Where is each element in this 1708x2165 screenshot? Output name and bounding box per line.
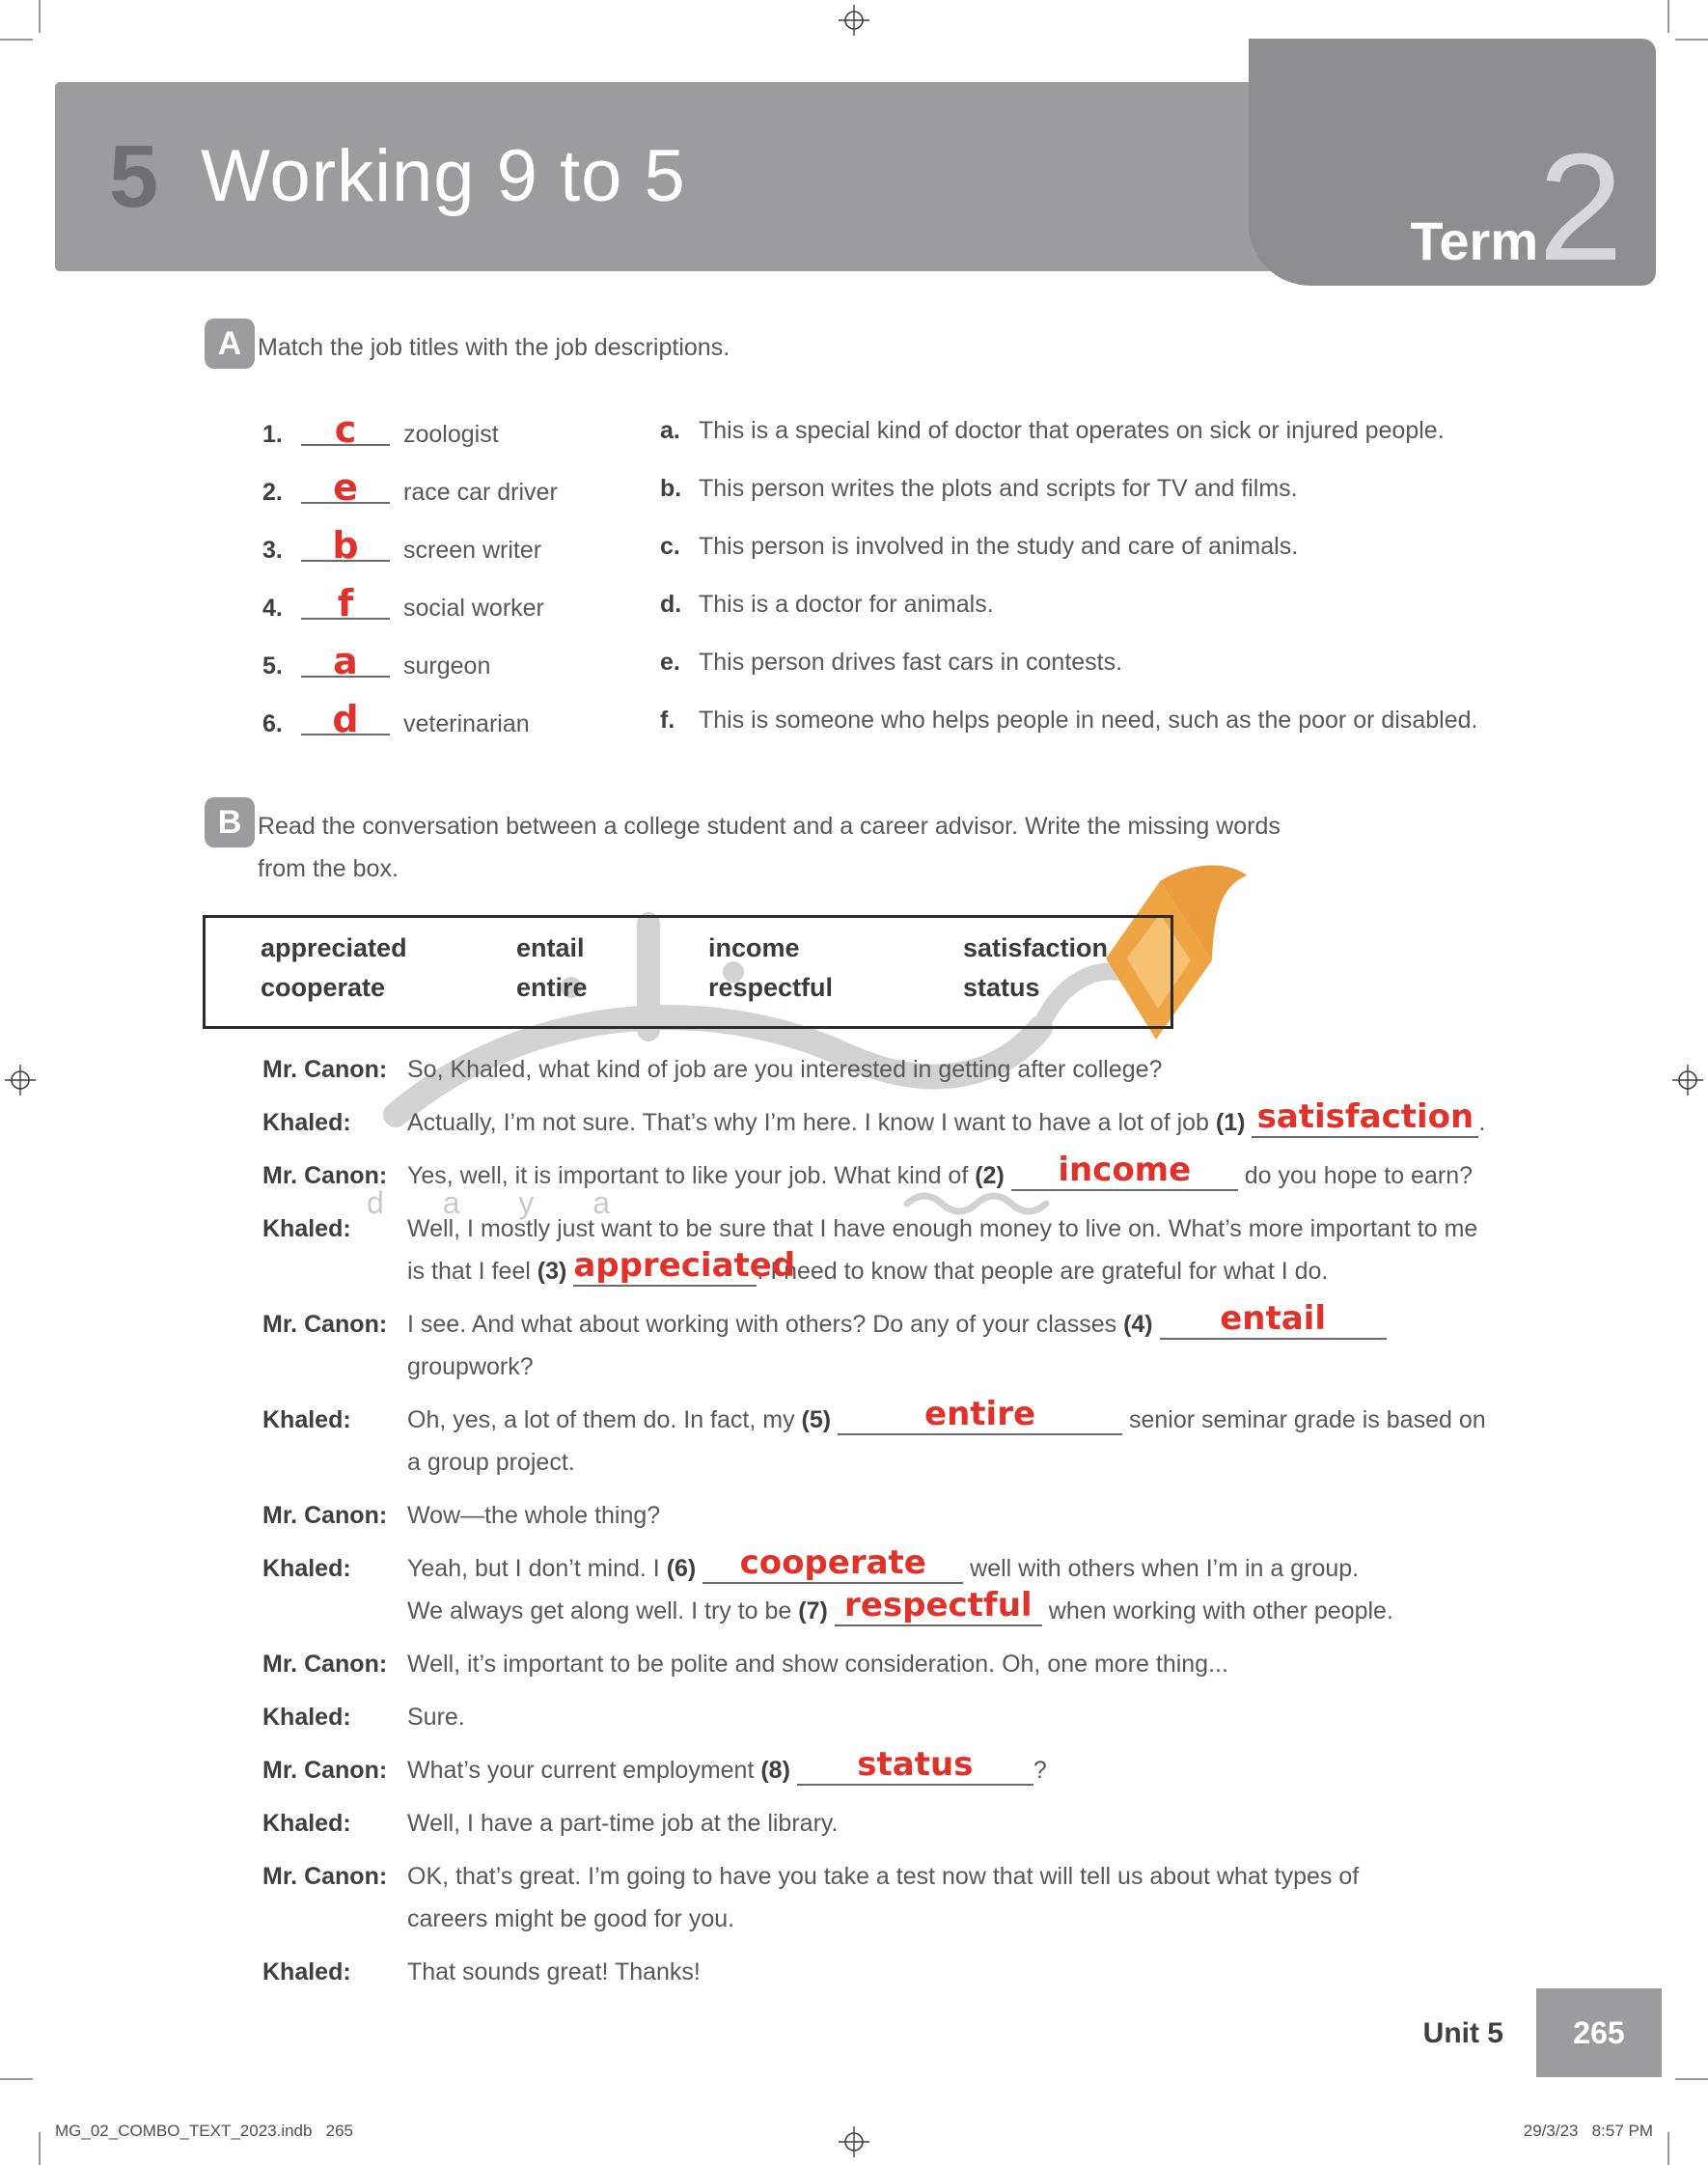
word-bank-box — [203, 915, 1173, 1029]
dialogue-text: Yeah, but I don’t mind. I — [407, 1555, 667, 1582]
match-row — [262, 698, 1657, 763]
speaker-label: Khaled: — [262, 1810, 351, 1837]
print-file-info: MG_02_COMBO_TEXT_2023.indb 265 — [55, 2122, 353, 2140]
speaker-label: Khaled: — [262, 1215, 351, 1242]
matching-exercise — [262, 408, 1657, 763]
dialogue-text: . — [1478, 1109, 1486, 1136]
job-title: surgeon — [403, 652, 491, 680]
answer-blank — [1252, 1097, 1478, 1138]
description-letter: e. — [660, 649, 680, 676]
dialogue-text: I see. And what about working with others? Do any of your classes — [407, 1311, 1124, 1338]
conversation-turn — [262, 1097, 1654, 1144]
speaker-label: Mr. Canon: — [262, 1502, 388, 1529]
job-title: social worker — [403, 595, 544, 622]
speaker-label: Mr. Canon: — [262, 1757, 388, 1784]
term-number: 2 — [1538, 123, 1623, 292]
conversation-turn — [262, 1696, 1654, 1738]
crop-mark-icon — [39, 2132, 41, 2165]
answer-blank — [301, 524, 390, 567]
item-number: 1. — [262, 421, 283, 448]
handwritten-answer: b — [332, 524, 359, 567]
match-row — [262, 640, 1657, 705]
conversation-turn — [262, 1207, 1654, 1292]
unit-title: Working 9 to 5 — [201, 135, 686, 217]
word-bank-item: cooperate — [261, 973, 386, 1002]
blank-number: (3) — [537, 1258, 567, 1285]
blank-number: (7) — [798, 1597, 828, 1624]
unit-footer-label: Unit 5 — [1422, 2017, 1503, 2049]
speaker-label: Khaled: — [262, 1406, 351, 1433]
conversation — [262, 1048, 1654, 2004]
handwritten-answer: entire — [924, 1395, 1036, 1433]
description-text: This person writes the plots and scripts for TV and films. — [699, 475, 1298, 502]
blank-number: (6) — [666, 1555, 697, 1582]
word-bank-item: income — [708, 933, 800, 962]
dialogue-text: Wow—the whole thing? — [407, 1502, 661, 1529]
answer-blank — [797, 1745, 1033, 1786]
handwritten-answer: f — [337, 582, 354, 625]
page-number-box — [1536, 1988, 1662, 2077]
dialogue-text: What’s your current employment — [407, 1757, 761, 1784]
conversation-turn — [262, 1802, 1654, 1845]
item-number: 2. — [262, 479, 283, 506]
crop-mark-icon — [1675, 2078, 1708, 2080]
crop-mark-icon — [1675, 39, 1708, 41]
handwritten-answer: status — [857, 1745, 974, 1784]
registration-mark-icon — [1671, 1064, 1704, 1096]
term-badge — [1249, 39, 1656, 292]
crop-mark-icon — [1667, 2132, 1669, 2165]
speaker-label: Mr. Canon: — [262, 1651, 388, 1678]
blank-number: (8) — [760, 1757, 790, 1784]
description-letter: c. — [660, 533, 680, 560]
conversation-turn — [262, 1494, 1654, 1537]
handwritten-answer: a — [333, 640, 358, 682]
answer-blank — [301, 466, 390, 509]
handwritten-answer: respectful — [844, 1586, 1033, 1624]
answer-blank — [1160, 1299, 1387, 1340]
word-bank-item: satisfaction — [963, 933, 1109, 962]
item-number: 3. — [262, 537, 283, 564]
crop-mark-icon — [0, 39, 33, 41]
dialogue-text: ? — [1033, 1757, 1047, 1784]
dialogue-text: OK, that’s great. I’m going to have you take a test now that will tell us about what types of — [407, 1863, 1360, 1890]
match-row — [262, 408, 1657, 473]
dialogue-text: Sure. — [407, 1704, 465, 1731]
description-letter: a. — [660, 417, 680, 444]
job-title: veterinarian — [403, 710, 530, 737]
speaker-label: Khaled: — [262, 1958, 351, 1985]
dialogue-text: Well, I mostly just want to be sure that I have enough money to live on. What’s more important to me — [407, 1215, 1478, 1242]
answer-blank — [1011, 1151, 1238, 1191]
answer-blank — [301, 698, 390, 740]
blank-number: (1) — [1215, 1109, 1246, 1136]
dialogue-text: Actually, I’m not sure. That’s why I’m here. I know I want to have a lot of job — [407, 1109, 1216, 1136]
description-text: This is a special kind of doctor that operates on sick or injured people. — [699, 417, 1445, 444]
conversation-turn — [262, 1951, 1654, 1993]
conversation-turn — [262, 1151, 1654, 1197]
dialogue-text: That sounds great! Thanks! — [407, 1958, 701, 1985]
speaker-label: Mr. Canon: — [262, 1311, 388, 1338]
handwritten-answer: cooperate — [739, 1543, 926, 1582]
speaker-label: Mr. Canon: — [262, 1056, 388, 1083]
word-bank-item: entail — [516, 933, 585, 962]
description-text: This is a doctor for animals. — [699, 591, 994, 618]
job-title: zoologist — [403, 421, 499, 448]
dialogue-text: Yes, well, it is important to like your job. What kind of — [407, 1162, 976, 1189]
section-a-badge: A — [205, 319, 255, 369]
dialogue-text: careers might be good for you. — [407, 1905, 735, 1932]
dialogue-text: Well, it’s important to be polite and show consideration. Oh, one more thing... — [407, 1651, 1228, 1678]
handwritten-answer: entail — [1220, 1299, 1326, 1338]
word-bank-item: status — [963, 973, 1040, 1002]
section-b-instruction-line2: from the box. — [258, 855, 399, 882]
blank-number: (2) — [975, 1162, 1005, 1189]
description-letter: f. — [660, 707, 675, 734]
answer-blank — [301, 408, 390, 451]
blank-number: (5) — [801, 1406, 832, 1433]
answer-blank — [301, 582, 390, 625]
registration-mark-icon — [838, 2125, 870, 2158]
item-number: 5. — [262, 652, 283, 680]
speaker-label: Mr. Canon: — [262, 1162, 388, 1189]
speaker-label: Mr. Canon: — [262, 1863, 388, 1890]
answer-blank — [838, 1395, 1122, 1435]
word-bank-item: respectful — [708, 973, 834, 1002]
match-row — [262, 524, 1657, 589]
section-a-instruction: Match the job titles with the job descriptions. — [258, 334, 730, 361]
unit-number: 5 — [109, 127, 159, 226]
match-row — [262, 582, 1657, 647]
item-number: 4. — [262, 595, 283, 622]
print-timestamp: 29/3/23 8:57 PM — [1523, 2122, 1653, 2140]
handwritten-answer: income — [1058, 1151, 1192, 1189]
description-text: This person is involved in the study and care of animals. — [699, 533, 1299, 560]
registration-mark-icon — [838, 4, 870, 37]
blank-number: (4) — [1123, 1311, 1153, 1338]
word-bank-item: entire — [516, 973, 588, 1002]
crop-mark-icon — [1667, 0, 1669, 33]
dialogue-text: is that I feel — [407, 1258, 537, 1285]
conversation-turn — [262, 1395, 1654, 1484]
handwritten-answer: appreciated — [573, 1246, 796, 1285]
handwritten-answer: c — [334, 408, 357, 451]
crop-mark-icon — [39, 0, 41, 33]
conversation-turn — [262, 1855, 1654, 1940]
section-b-badge: B — [205, 797, 255, 847]
item-number: 6. — [262, 710, 283, 737]
handwritten-answer: d — [332, 698, 359, 740]
dialogue-text: Well, I have a part-time job at the library. — [407, 1810, 839, 1837]
job-title: race car driver — [403, 479, 558, 506]
dialogue-text: So, Khaled, what kind of job are you interested in getting after college? — [407, 1056, 1163, 1083]
dialogue-text: groupwork? — [407, 1353, 534, 1380]
dialogue-text: We always get along well. I try to be — [407, 1597, 799, 1624]
dialogue-text: . I need to know that people are grateful for what I do. — [757, 1258, 1329, 1285]
speaker-label: Khaled: — [262, 1704, 351, 1731]
answer-blank — [835, 1586, 1042, 1626]
description-text: This person drives fast cars in contests. — [699, 649, 1123, 676]
dialogue-text: well with others when I’m in a group. — [963, 1555, 1360, 1582]
handwritten-answer: satisfaction — [1256, 1097, 1474, 1136]
handwritten-answer: e — [333, 466, 358, 509]
page-number: 265 — [1573, 2014, 1625, 2050]
speaker-label: Khaled: — [262, 1555, 351, 1582]
conversation-turn — [262, 1543, 1654, 1632]
description-letter: b. — [660, 475, 682, 502]
dialogue-text: do you hope to earn? — [1237, 1162, 1473, 1189]
word-bank-item: appreciated — [261, 933, 407, 962]
svg-text:d a y a: d a y a — [367, 1185, 636, 1220]
answer-blank — [702, 1543, 963, 1584]
answer-blank — [301, 640, 390, 682]
dialogue-text: when working with other people. — [1041, 1597, 1393, 1624]
term-label: Term — [1410, 210, 1539, 271]
conversation-turn — [262, 1048, 1654, 1091]
dialogue-text: a group project. — [407, 1449, 575, 1476]
answer-blank — [573, 1246, 796, 1287]
dialogue-text: Oh, yes, a lot of them do. In fact, my — [407, 1406, 802, 1433]
conversation-turn — [262, 1745, 1654, 1791]
job-title: screen writer — [403, 537, 542, 564]
match-row — [262, 466, 1657, 531]
dialogue-text: senior seminar grade is based on — [1122, 1406, 1486, 1433]
speaker-label: Khaled: — [262, 1109, 351, 1136]
description-text: This is someone who helps people in need, such as the poor or disabled. — [699, 707, 1478, 734]
section-b-instruction-line1: Read the conversation between a college student and a career advisor. Write the missing words — [258, 813, 1281, 840]
conversation-turn — [262, 1643, 1654, 1685]
conversation-turn — [262, 1299, 1654, 1388]
registration-mark-icon — [4, 1064, 37, 1096]
description-letter: d. — [660, 591, 682, 618]
crop-mark-icon — [0, 2078, 33, 2080]
